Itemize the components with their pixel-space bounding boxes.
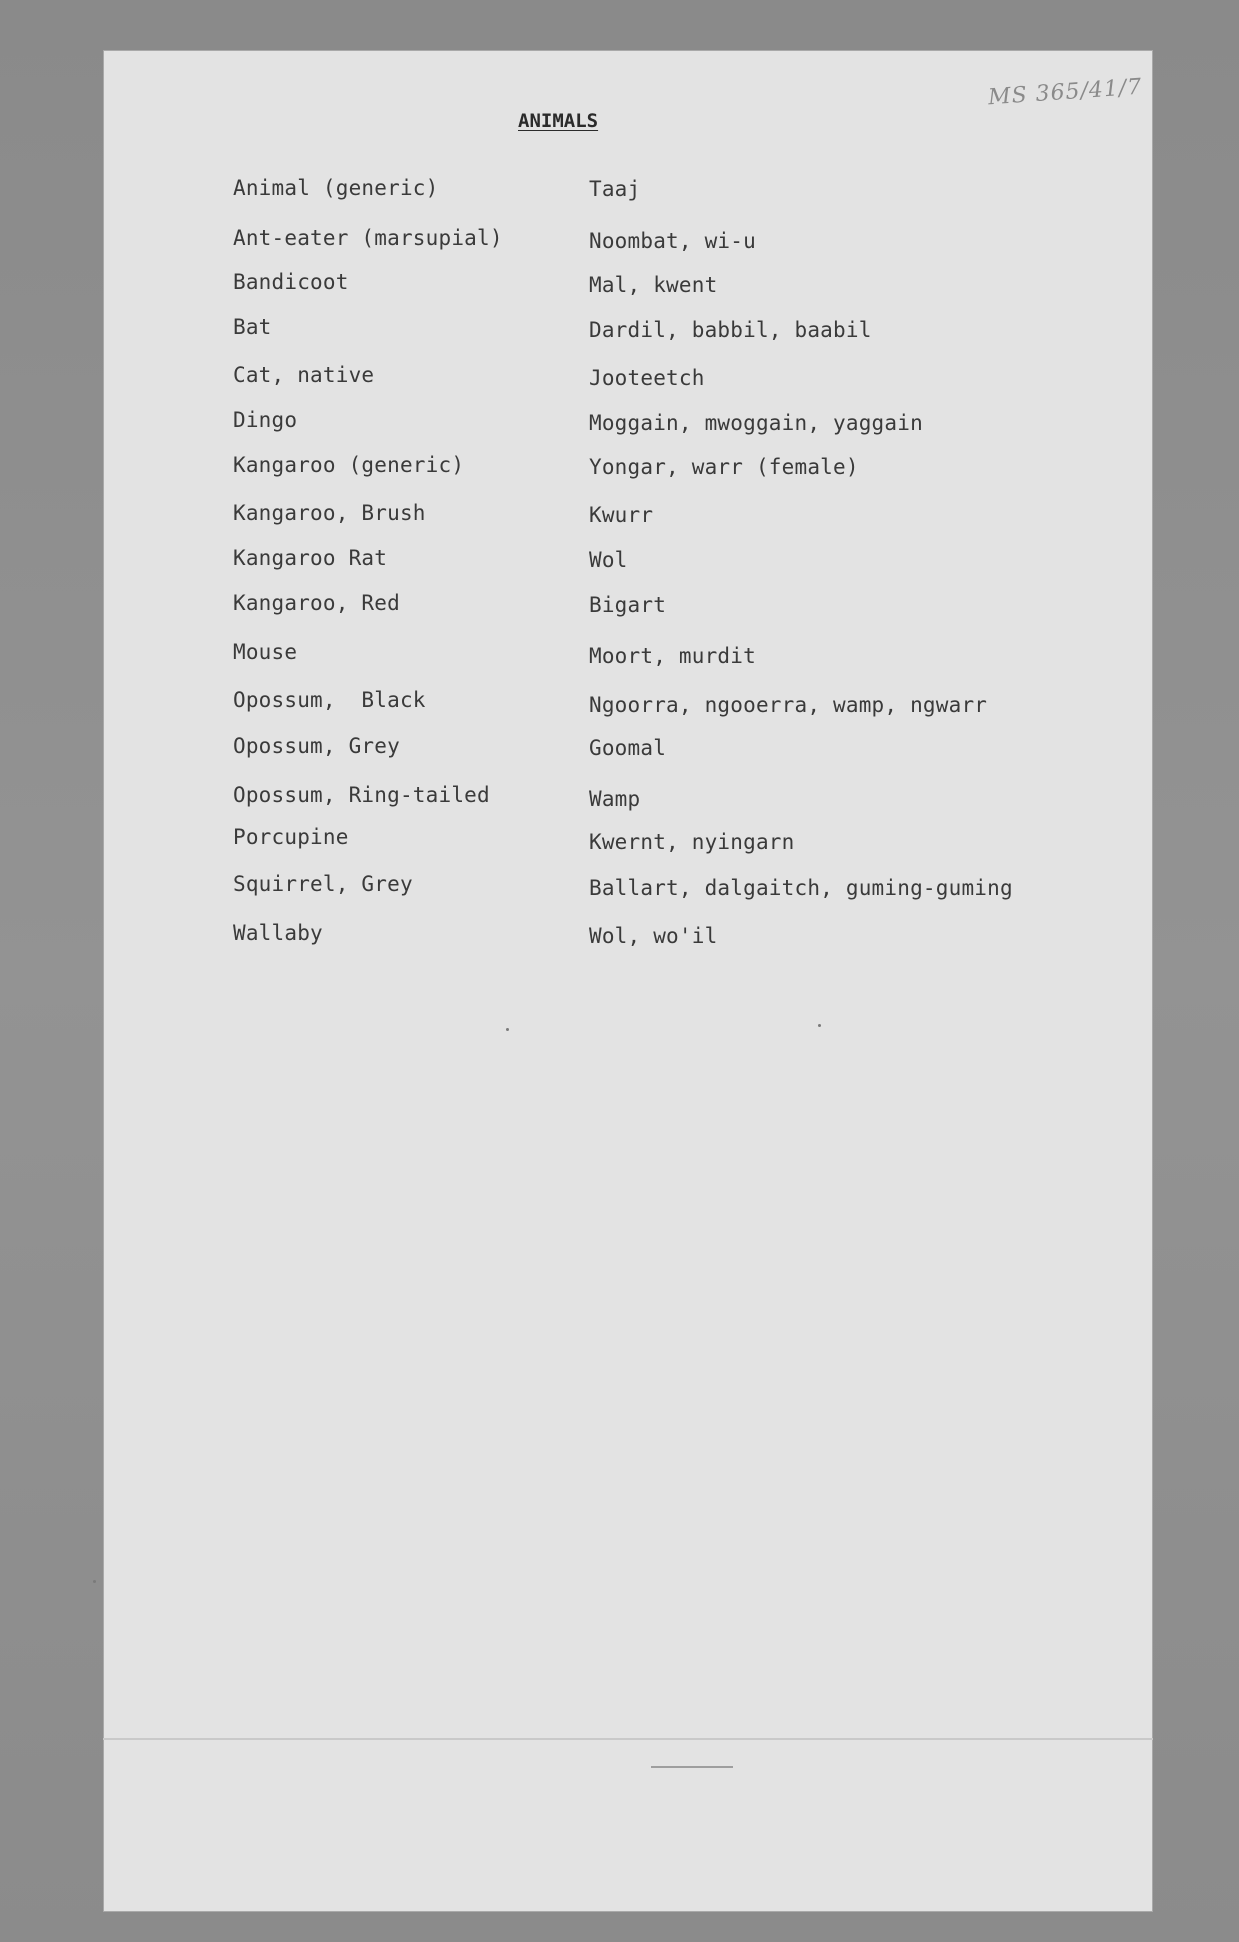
native-term: Wol, wo'il: [589, 924, 718, 948]
english-term: Kangaroo, Red: [233, 591, 400, 615]
native-term: Moggain, mwoggain, yaggain: [589, 411, 923, 435]
english-term: Cat, native: [233, 363, 375, 387]
native-term: Bigart: [589, 593, 667, 617]
english-term: Porcupine: [233, 825, 349, 849]
native-term: Noombat, wi-u: [589, 229, 756, 253]
native-term: Ballart, dalgaitch, guming-guming: [589, 876, 1013, 900]
english-term: Mouse: [233, 640, 298, 664]
english-term: Kangaroo, Brush: [233, 501, 426, 525]
native-term: Ngoorra, ngooerra, wamp, ngwarr: [589, 693, 988, 717]
native-term: Wamp: [589, 787, 641, 811]
native-term: Dardil, babbil, baabil: [589, 318, 872, 342]
english-term: Kangaroo (generic): [233, 453, 465, 477]
native-term: Jooteetch: [589, 366, 705, 390]
english-term: Ant-eater (marsupial): [233, 226, 503, 250]
native-term: Yongar, warr (female): [589, 455, 859, 479]
document-page: [103, 50, 1153, 1912]
page-title: ANIMALS: [518, 110, 599, 132]
native-term: Mal, kwent: [589, 273, 718, 297]
paper-speck: [93, 1580, 96, 1583]
english-term: Dingo: [233, 408, 298, 432]
paper-speck: [818, 1024, 821, 1027]
english-term: Opossum, Black: [233, 688, 426, 712]
native-term: Moort, murdit: [589, 644, 756, 668]
manuscript-reference: MS 365/41/7: [987, 74, 1144, 111]
pencil-dash-mark: [651, 1766, 733, 1768]
english-term: Bandicoot: [233, 270, 349, 294]
english-term: Wallaby: [233, 921, 323, 945]
english-term: Animal (generic): [233, 176, 439, 200]
english-term: Opossum, Ring-tailed: [233, 783, 490, 807]
native-term: Kwernt, nyingarn: [589, 830, 795, 854]
native-term: Wol: [589, 548, 628, 572]
native-term: Goomal: [589, 736, 667, 760]
paper-speck: [506, 1028, 509, 1031]
english-term: Bat: [233, 315, 272, 339]
page-fold-line: [103, 1738, 1153, 1740]
english-term: Kangaroo Rat: [233, 546, 388, 570]
native-term: Kwurr: [589, 503, 654, 527]
native-term: Taaj: [589, 177, 641, 201]
english-term: Squirrel, Grey: [233, 872, 413, 896]
english-term: Opossum, Grey: [233, 734, 400, 758]
